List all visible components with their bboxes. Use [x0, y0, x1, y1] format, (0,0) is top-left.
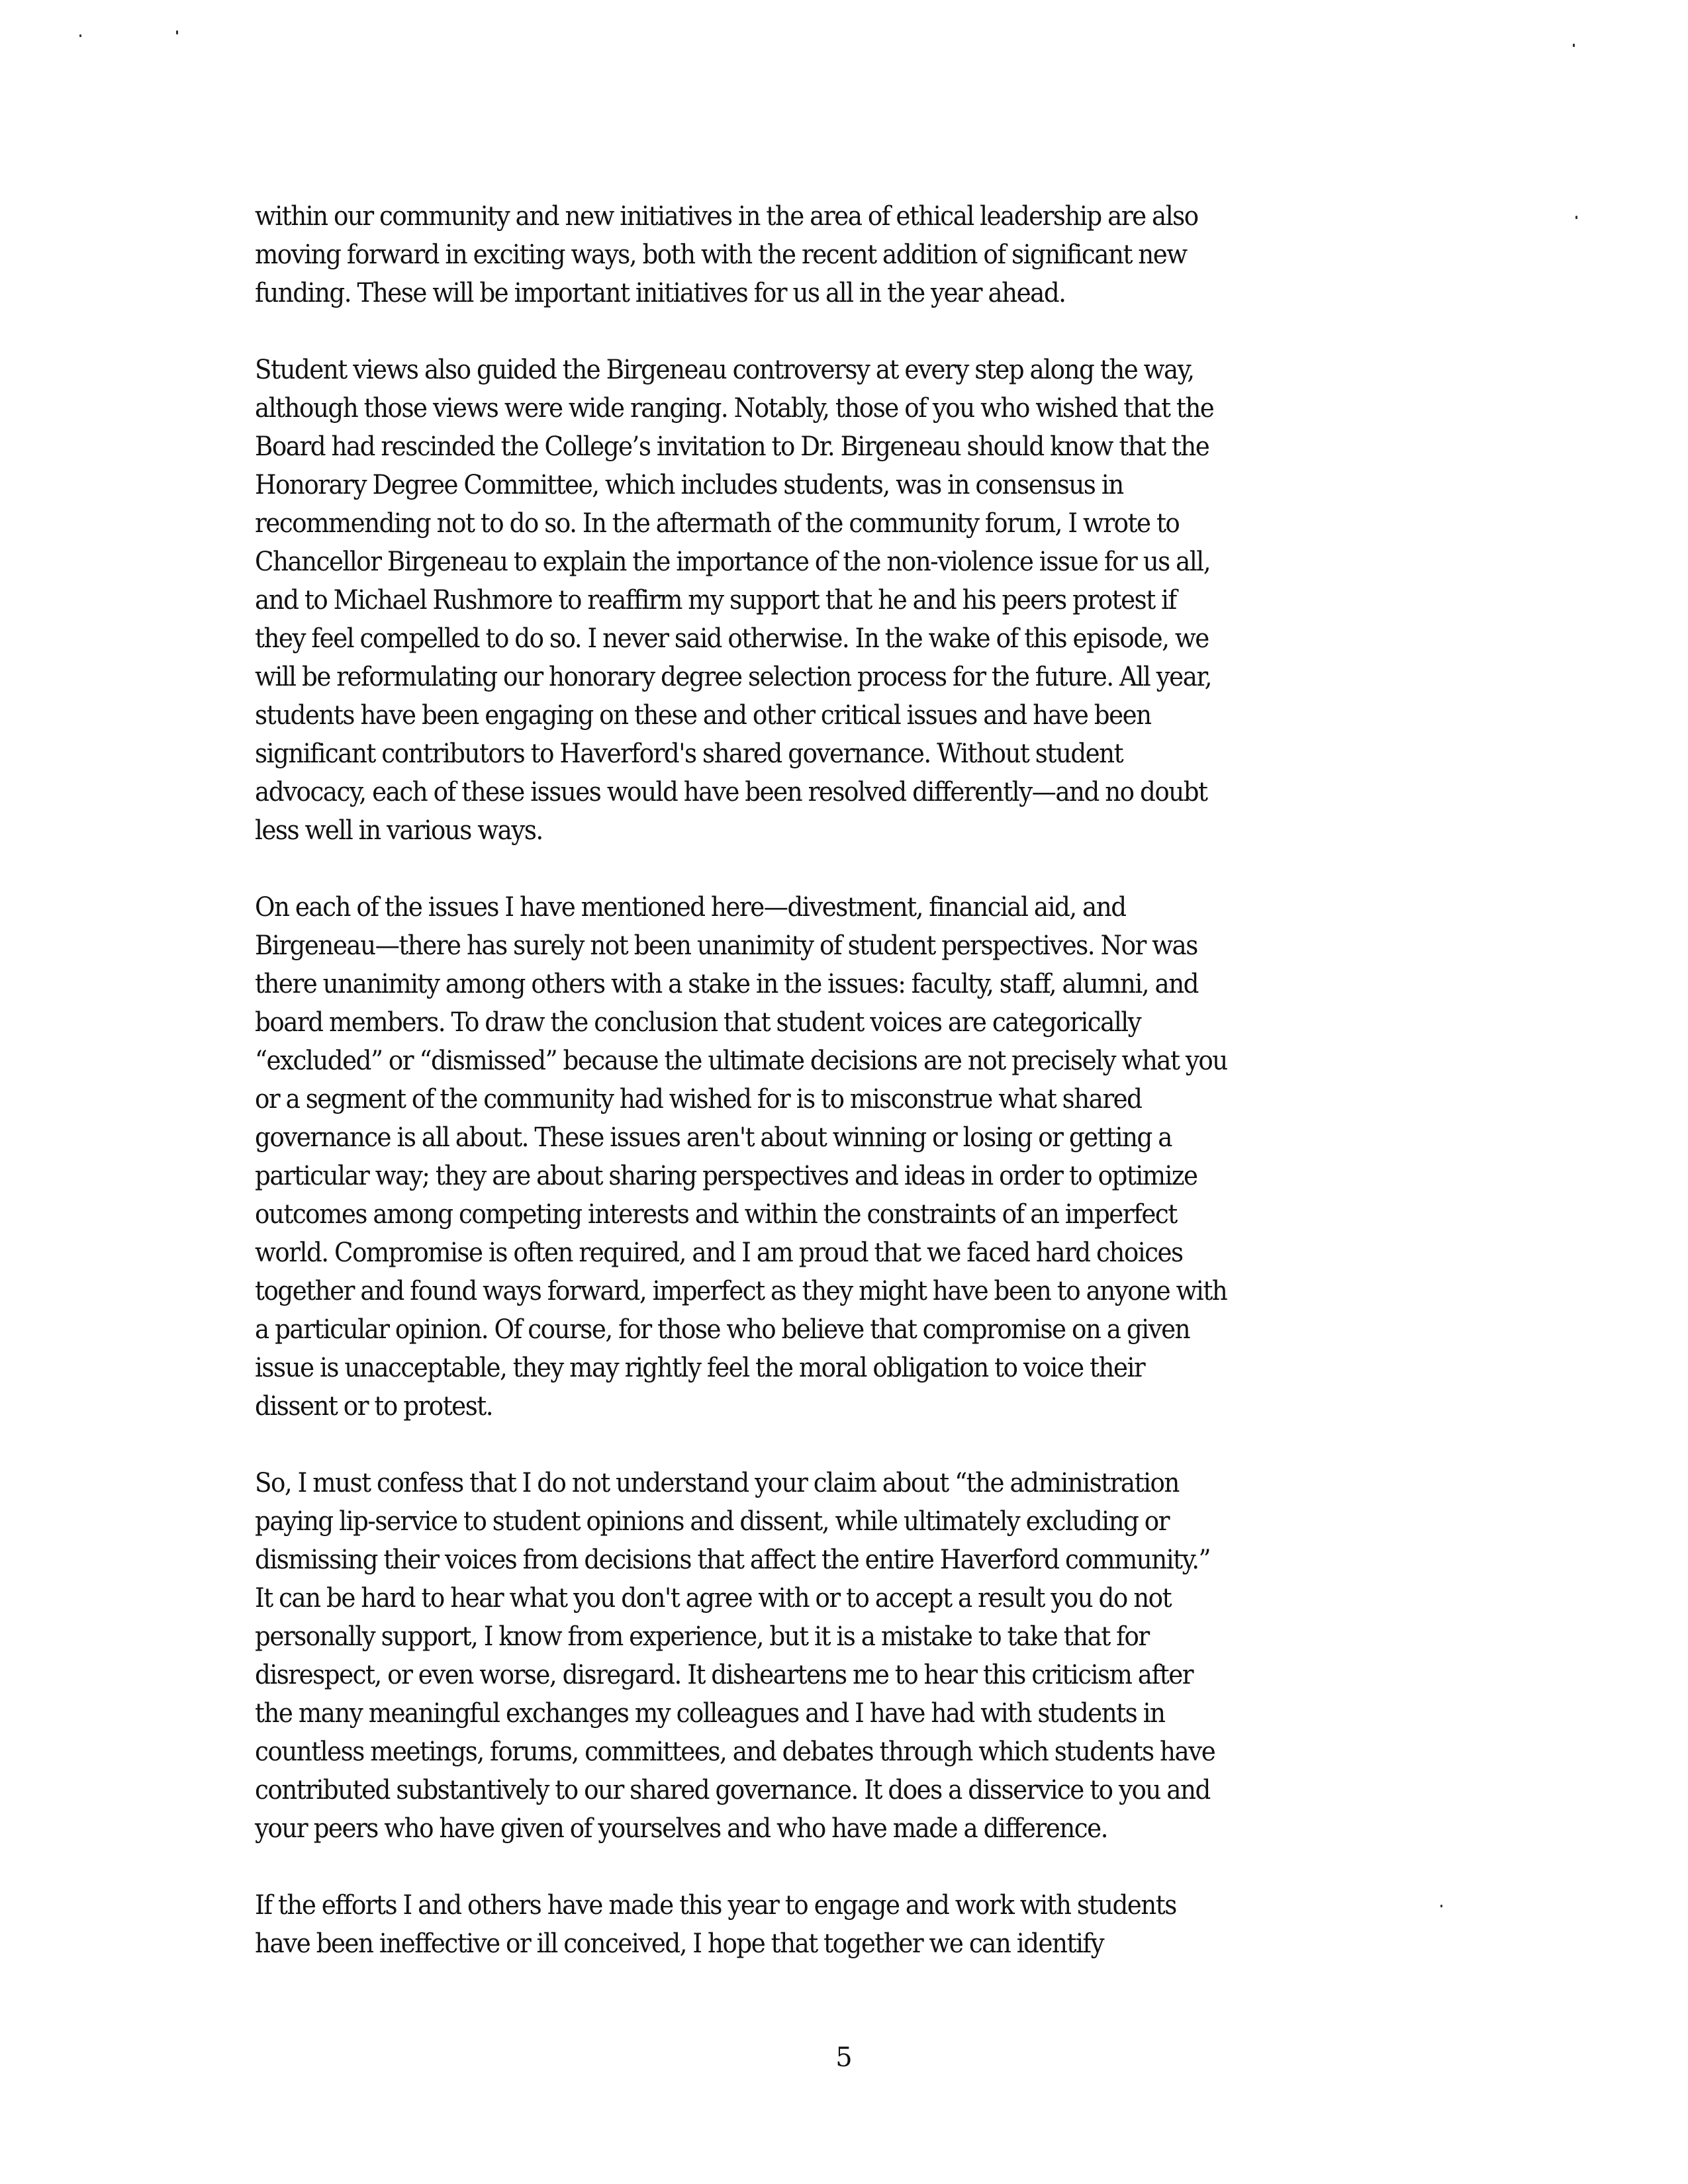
text-line: personally support, I know from experience, but it is a mistake to take that for	[255, 1621, 1149, 1652]
scan-speck	[79, 34, 81, 37]
text-line: So, I must confess that I do not understand your claim about “the administration	[255, 1468, 1179, 1498]
text-line: although those views were wide ranging. Notably, those of you who wished that the	[255, 393, 1214, 424]
text-line: contributed substantively to our shared governance. It does a disservice to you and	[255, 1775, 1210, 1805]
letter-body	[255, 197, 1513, 2001]
text-line: particular way; they are about sharing perspectives and ideas in order to optimize	[255, 1161, 1197, 1191]
text-line: funding. These will be important initiatives for us all in the year ahead.	[255, 278, 1066, 308]
scan-speck	[176, 30, 178, 34]
paragraph-initiatives	[255, 197, 1513, 312]
text-line: within our community and new initiatives in the area of ethical leadership are also	[255, 201, 1198, 232]
paragraph-birgeneau-controversy	[255, 351, 1513, 850]
page-number: 5	[835, 2042, 853, 2073]
text-line: Honorary Degree Committee, which includes students, was in consensus in	[255, 470, 1123, 500]
text-line: have been ineffective or ill conceived, I hope that together we can identify	[255, 1929, 1104, 1959]
text-line: advocacy, each of these issues would have been resolved differently—and no doubt	[255, 777, 1207, 807]
text-line: there unanimity among others with a stake in the issues: faculty, staff, alumni, and	[255, 969, 1198, 999]
text-line: It can be hard to hear what you don't agree with or to accept a result you do not	[255, 1583, 1172, 1614]
text-line: countless meetings, forums, committees, and debates through which students have	[255, 1737, 1215, 1767]
text-line: Board had rescinded the College’s invitation to Dr. Birgeneau should know that the	[255, 432, 1209, 462]
text-line: will be reformulating our honorary degree selection process for the future. All year,	[255, 662, 1211, 692]
text-line: moving forward in exciting ways, both with the recent addition of significant new	[255, 240, 1187, 270]
text-line: dissent or to protest.	[255, 1391, 493, 1422]
text-line: issue is unacceptable, they may rightly feel the moral obligation to voice their	[255, 1353, 1145, 1383]
text-line: “excluded” or “dismissed” because the ultimate decisions are not precisely what you	[255, 1046, 1227, 1076]
text-line: they feel compelled to do so. I never said otherwise. In the wake of this episode, we	[255, 623, 1209, 654]
text-line: On each of the issues I have mentioned here—divestment, financial aid, and	[255, 892, 1126, 923]
text-line: together and found ways forward, imperfect as they might have been to anyone with	[255, 1276, 1227, 1306]
text-line: the many meaningful exchanges my colleagues and I have had with students in	[255, 1698, 1165, 1729]
text-line: governance is all about. These issues aren't about winning or losing or getting a	[255, 1122, 1172, 1153]
text-line: Chancellor Birgeneau to explain the importance of the non-violence issue for us all,	[255, 547, 1211, 577]
text-line: board members. To draw the conclusion that student voices are categorically	[255, 1007, 1141, 1038]
text-line: paying lip-service to student opinions and dissent, while ultimately excluding or	[255, 1506, 1169, 1537]
text-line: world. Compromise is often required, and I am proud that we faced hard choices	[255, 1238, 1183, 1268]
text-line: a particular opinion. Of course, for those who believe that compromise on a given	[255, 1314, 1190, 1345]
text-line: dismissing their voices from decisions that affect the entire Haverford community.”	[255, 1545, 1211, 1575]
text-line: If the efforts I and others have made this year to engage and work with students	[255, 1890, 1176, 1921]
text-line: Student views also guided the Birgeneau controversy at every step along the way,	[255, 355, 1194, 385]
text-line: or a segment of the community had wished for is to misconstrue what shared	[255, 1084, 1142, 1115]
paragraph-confession	[255, 1464, 1513, 1848]
text-line: and to Michael Rushmore to reaffirm my support that he and his peers protest if	[255, 585, 1176, 615]
scan-speck	[1575, 216, 1577, 219]
scan-speck	[1573, 44, 1575, 47]
text-line: students have been engaging on these and other critical issues and have been	[255, 700, 1151, 731]
paragraph-unanimity	[255, 888, 1513, 1426]
text-line: Birgeneau—there has surely not been unanimity of student perspectives. Nor was	[255, 931, 1197, 961]
paragraph-efforts	[255, 1886, 1513, 1963]
text-line: your peers who have given of yourselves and who have made a difference.	[255, 1813, 1107, 1844]
text-line: recommending not to do so. In the aftermath of the community forum, I wrote to	[255, 508, 1180, 539]
text-line: less well in various ways.	[255, 815, 543, 846]
text-line: disrespect, or even worse, disregard. It disheartens me to hear this criticism after	[255, 1660, 1194, 1690]
text-line: outcomes among competing interests and within the constraints of an imperfect	[255, 1199, 1177, 1230]
text-line: significant contributors to Haverford's shared governance. Without student	[255, 739, 1123, 769]
